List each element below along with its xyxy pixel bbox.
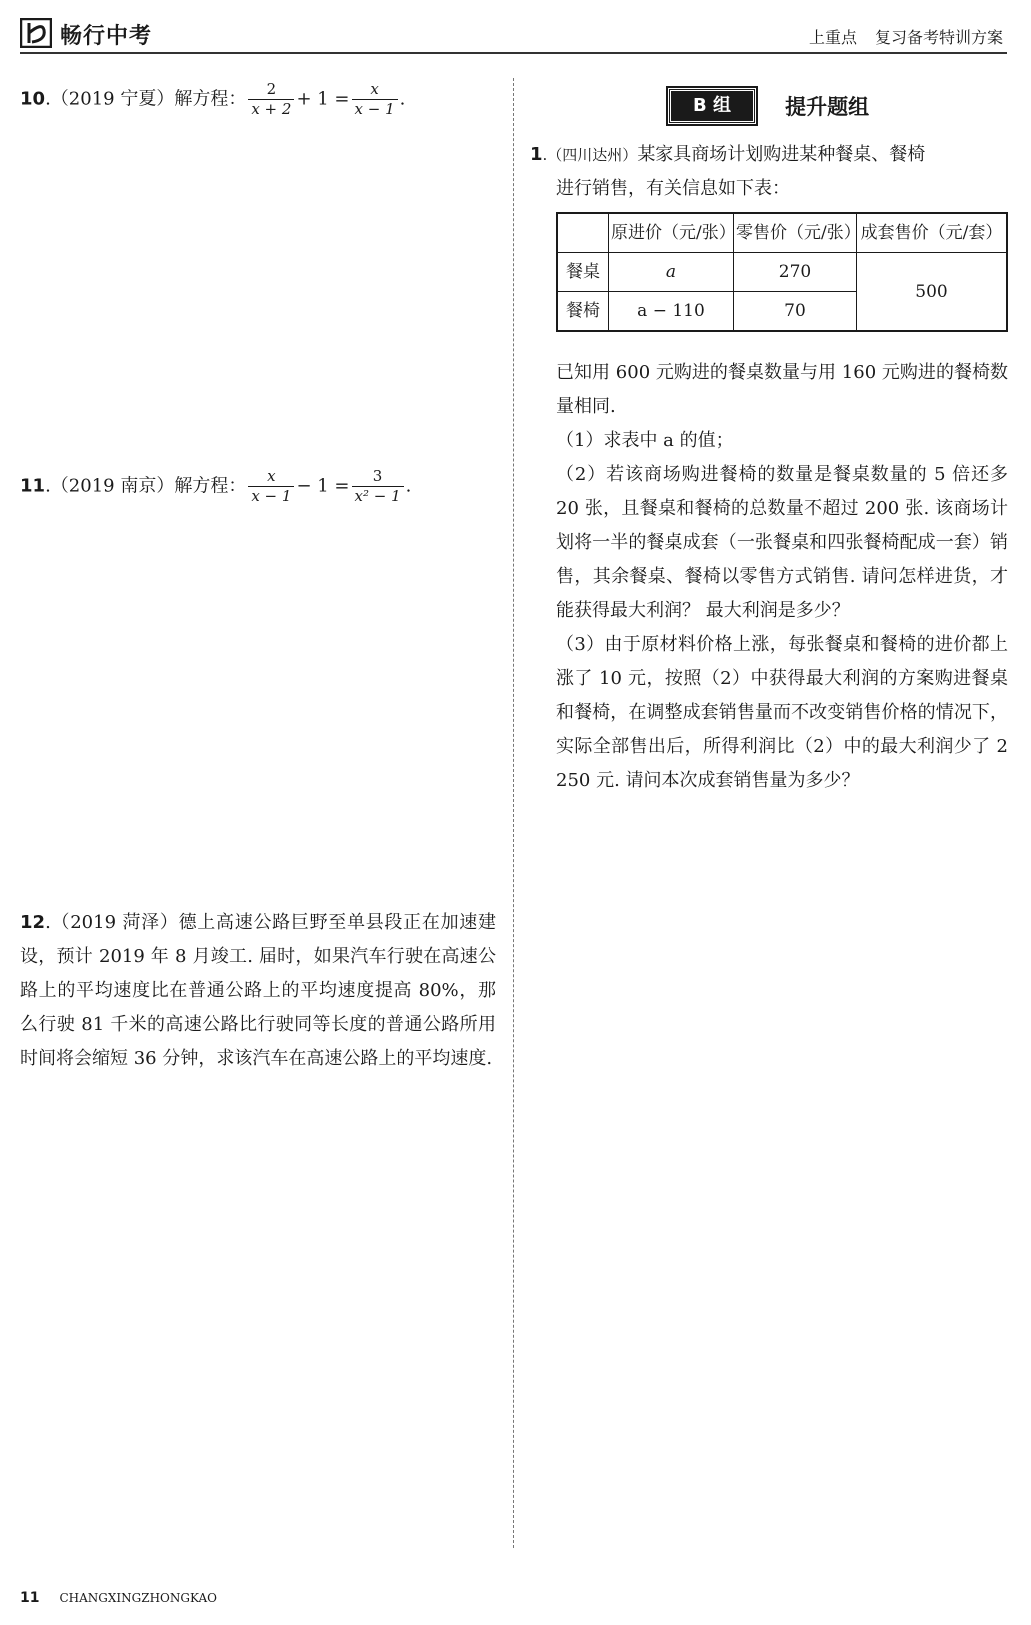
table-cell: 餐桌 — [557, 253, 609, 292]
numerator: x — [352, 80, 398, 100]
book-subtitle: 复习备考特训方案 — [874, 28, 1003, 47]
equation-operator: − 1 = — [296, 475, 350, 497]
group-badge: B 组 — [668, 88, 756, 124]
question-number: 12 — [20, 912, 46, 933]
question-11 — [20, 467, 411, 506]
table-cell: 70 — [734, 292, 857, 332]
header-right — [809, 25, 1003, 48]
question-number: 1 — [530, 144, 543, 165]
numerator: x — [248, 467, 294, 487]
question-number: 10 — [20, 88, 46, 110]
page-number: 11 — [20, 1590, 40, 1606]
group-title: 提升题组 — [785, 95, 870, 119]
page-footer — [20, 1590, 217, 1606]
sub-question-3: （3）由于原材料价格上涨，每张餐桌和餐椅的进价都上涨了 10 元，按照（2）中获得最大利润的方案购进餐桌和餐椅，在调整成套销售量而不改变销售价格的情况下，实际全部售出后，所得利润比（2）中的最大利润少了 2 250 元. 请问本次成套销售量为多少？ — [556, 634, 1008, 791]
fraction — [352, 80, 398, 119]
sub-question-1: （1）求表中 a 的值； — [556, 430, 734, 451]
table-cell: a − 110 — [609, 292, 734, 332]
denominator: x − 1 — [354, 100, 395, 118]
question-text: .（2019 菏泽）德上高速公路巨野至单县段正在加速建设，预计 2019 年 8 月竣工. 届时，如果汽车行驶在高速公路上的平均速度比在普通公路上的平均速度提高 80%，那么行驶 81 千米的高速公路比行驶同等长度的普通公路所用时间将会缩短 36 分钟，求该汽车在高速公路上的平均速度. — [20, 912, 496, 1069]
denominator: x − 1 — [251, 487, 292, 505]
brand-title: 畅行中考 — [60, 24, 153, 49]
numerator: 2 — [248, 80, 294, 100]
price-table — [556, 212, 1008, 332]
numerator: 3 — [352, 467, 404, 487]
table-header-cell — [557, 213, 609, 253]
fraction — [248, 80, 294, 119]
equation-end: . — [399, 88, 406, 110]
sub-question-2: （2）若该商场购进餐椅的数量是餐桌数量的 5 倍还多 20 张，且餐桌和餐椅的总数量不超过 200 张. 该商场计划将一半的餐桌成套（一张餐桌和四张餐椅配成一套）销售，其余餐桌、餐椅以零售方式销售. 请问怎样进货，才能获得最大利润？ 最大利润是多少？ — [556, 464, 1008, 621]
table-cell: a — [609, 253, 734, 292]
table-header-cell: 零售价（元/张） — [734, 213, 857, 253]
table-row — [557, 253, 1007, 292]
question-source: .（2019 南京）解方程： — [45, 475, 247, 497]
table-header-cell: 成套售价（元/套） — [857, 213, 1008, 253]
question-number: 11 — [20, 475, 46, 497]
question-source: .（四川达州） — [542, 146, 638, 164]
denominator: x + 2 — [251, 100, 292, 118]
question-source: .（2019 宁夏）解方程： — [45, 88, 247, 110]
group-header — [668, 88, 869, 122]
table-header-row — [557, 213, 1007, 253]
denominator: x² − 1 — [354, 487, 401, 505]
question-b1 — [530, 138, 1010, 206]
question-intro-line — [530, 138, 1010, 172]
brand-logo-icon — [20, 18, 52, 48]
column-divider — [513, 78, 514, 1548]
section-label: 上重点 — [808, 28, 857, 47]
question-10 — [20, 80, 405, 119]
question-intro-line: 进行销售，有关信息如下表： — [556, 178, 790, 199]
table-header-cell: 原进价（元/张） — [609, 213, 734, 253]
table-cell: 500 — [857, 253, 1008, 332]
equation-end: . — [405, 475, 412, 497]
table-cell: 餐椅 — [557, 292, 609, 332]
question-b1-body — [556, 356, 1008, 798]
fraction — [352, 467, 404, 506]
question-text: 某家具商场计划购进某种餐桌、餐椅 — [637, 144, 926, 165]
question-12 — [20, 906, 496, 1076]
paragraph: 已知用 600 元购进的餐桌数量与用 160 元购进的餐椅数量相同. — [556, 362, 1008, 417]
footer-brand: CHANGXINGZHONGKAO — [59, 1591, 217, 1605]
equation-operator: + 1 = — [296, 88, 350, 110]
page-header — [20, 18, 1007, 54]
fraction — [248, 467, 294, 506]
table-cell: 270 — [734, 253, 857, 292]
